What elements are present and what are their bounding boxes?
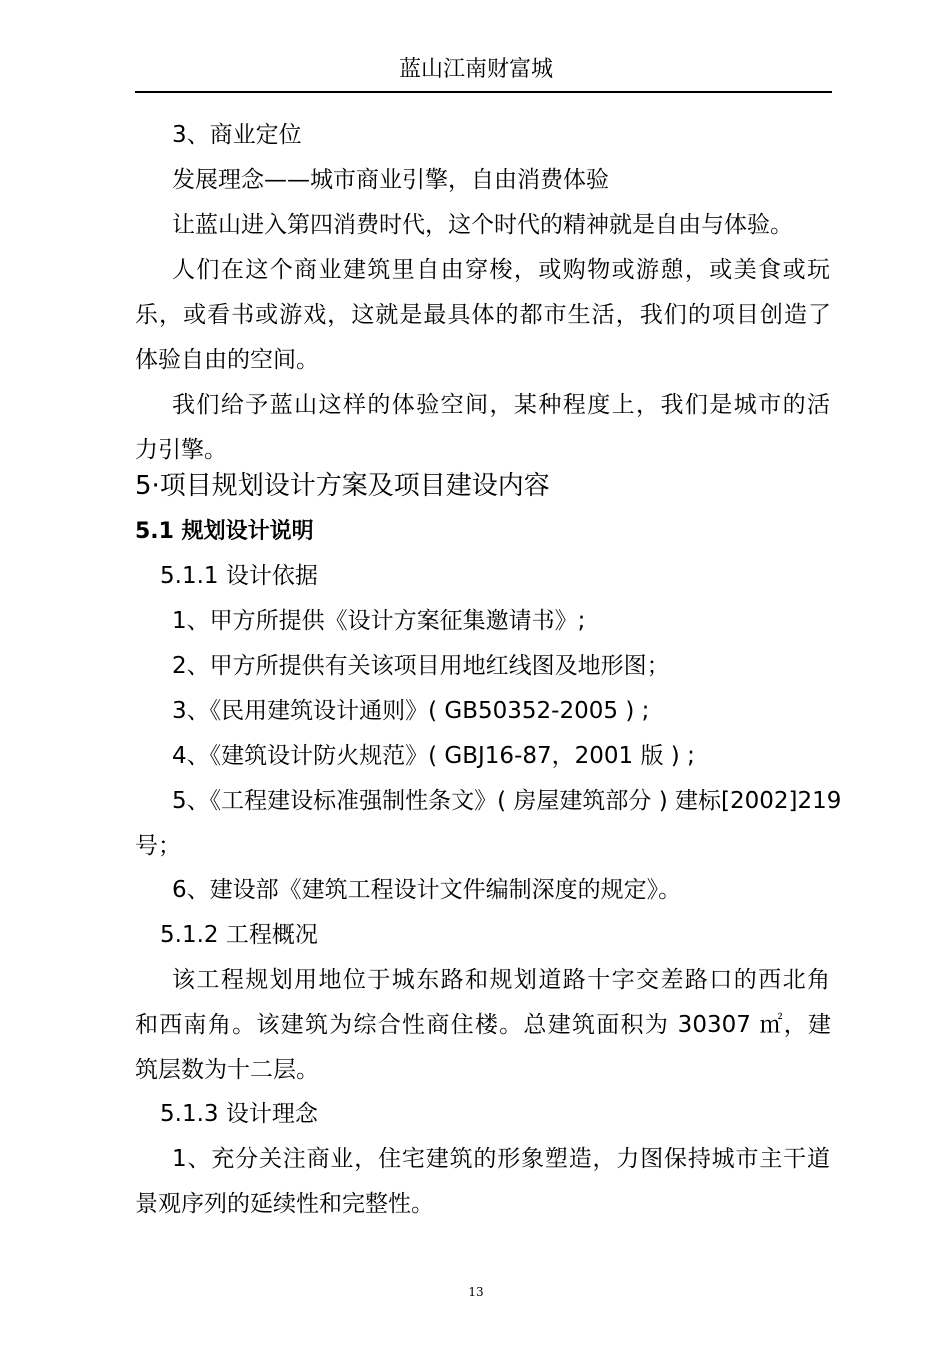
list-item: 6、建设部《建筑工程设计文件编制深度的规定》。: [172, 877, 682, 903]
list-item: 3、《民用建筑设计通则》( GB50352-2005 ) ;: [172, 698, 650, 724]
list-item: 5、《工程建设标准强制性条文》( 房屋建筑部分 ) 建标[2002]219: [172, 788, 842, 814]
paragraph-line: 体验自由的空间。: [135, 347, 319, 373]
paragraph-line: 1、充分关注商业，住宅建筑的形象塑造，力图保持城市主干道: [172, 1146, 830, 1172]
list-item-continuation: 号；: [135, 833, 181, 859]
subsection-heading: 5.1.1 设计依据: [160, 563, 318, 589]
paragraph-line: 让蓝山进入第四消费时代，这个时代的精神就是自由与体验。: [172, 212, 793, 238]
paragraph-line: 发展理念——城市商业引擎，自由消费体验: [172, 167, 609, 193]
paragraph-line: 力引擎。: [135, 437, 227, 463]
paragraph-line: 我们给予蓝山这样的体验空间，某种程度上，我们是城市的活: [172, 392, 830, 418]
section-heading-commercial-positioning: 3、商业定位: [172, 122, 302, 148]
list-item: 4、《建筑设计防火规范》( GBJ16-87，2001 版 ) ;: [172, 743, 695, 769]
header-divider: [135, 91, 832, 93]
paragraph-line: 人们在这个商业建筑里自由穿梭，或购物或游憩，或美食或玩: [172, 257, 830, 283]
subsection-heading: 5.1.3 设计理念: [160, 1101, 318, 1127]
running-header-title: 蓝山江南财富城: [398, 57, 553, 82]
list-item: 2、甲方所提供有关该项目用地红线图及地形图；: [172, 653, 670, 679]
section-heading: 5.1 规划设计说明: [135, 519, 314, 544]
paragraph-line: 和西南角。该建筑为综合性商住楼。总建筑面积为 30307 ㎡，建: [135, 1012, 831, 1038]
chapter-heading: 5·项目规划设计方案及项目建设内容: [135, 471, 550, 501]
page-number: 13: [468, 1285, 484, 1299]
paragraph-line: 景观序列的延续性和完整性。: [135, 1191, 434, 1217]
paragraph-line: 乐，或看书或游戏，这就是最具体的都市生活，我们的项目创造了: [135, 302, 831, 328]
paragraph-line: 筑层数为十二层。: [135, 1057, 319, 1083]
paragraph-line: 该工程规划用地位于城东路和规划道路十字交差路口的西北角: [172, 967, 830, 993]
subsection-heading: 5.1.2 工程概况: [160, 922, 318, 948]
list-item: 1、甲方所提供《设计方案征集邀请书》;: [172, 608, 586, 634]
